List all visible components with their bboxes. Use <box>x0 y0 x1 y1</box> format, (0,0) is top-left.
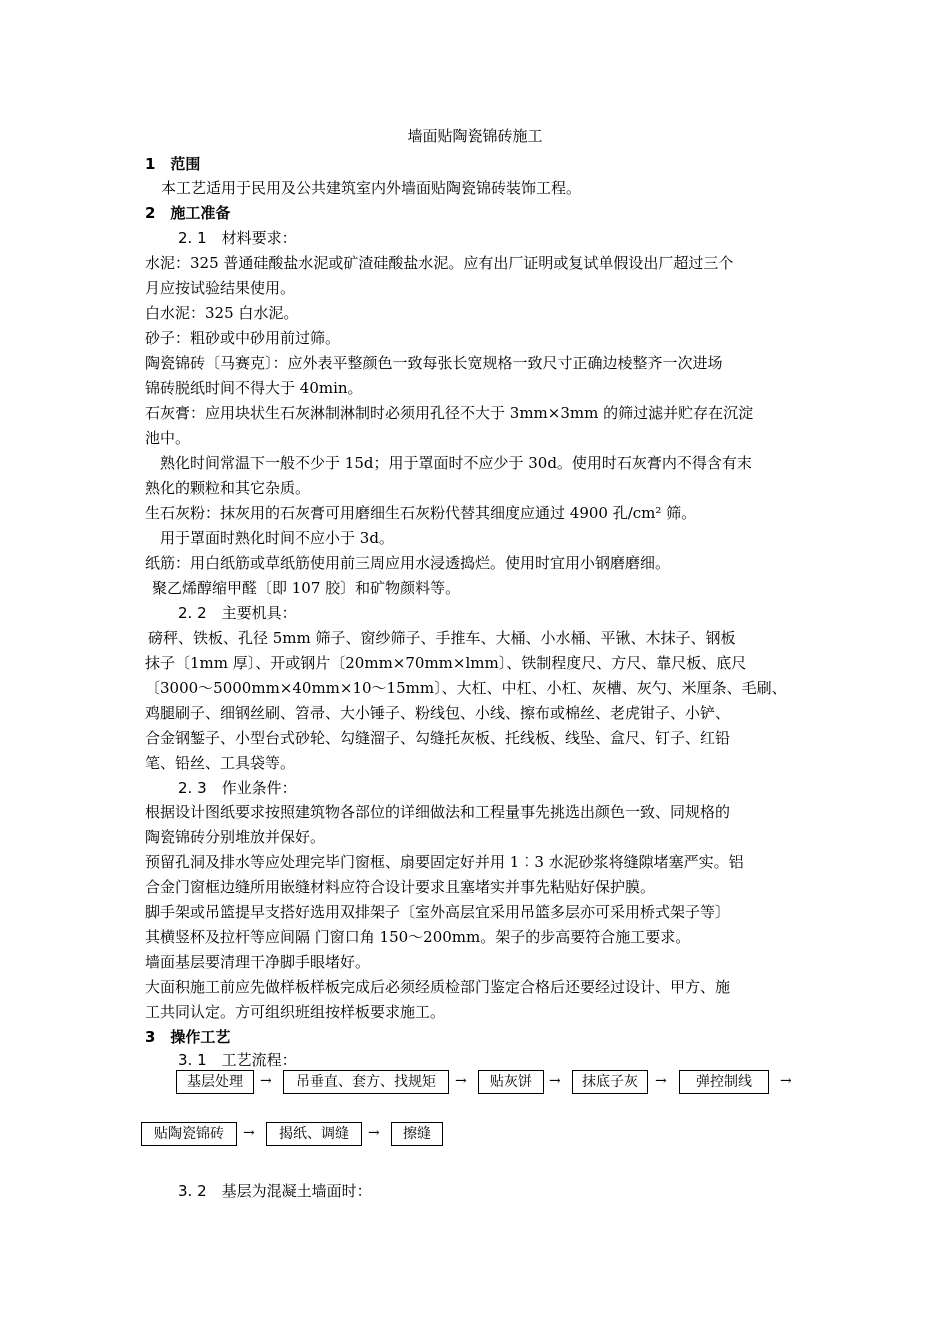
paragraph-line: 磅秤、铁板、孔径 5mm 筛子、窗纱筛子、手推车、大桶、小水桶、平锹、木抹子、钢板 <box>148 629 736 647</box>
document-title: 墙面贴陶瓷锦砖施工 <box>407 127 543 145</box>
flow-step-box: 弹控制线 <box>679 1070 769 1094</box>
subsection-heading: 3. 1 工艺流程： <box>178 1051 297 1069</box>
paragraph-line: 熟化的颗粒和其它杂质。 <box>145 479 311 497</box>
paragraph-line: 白水泥：325 白水泥。 <box>145 304 299 322</box>
paragraph-line: 月应按试验结果使用。 <box>145 279 296 297</box>
section-heading: 2 施工准备 <box>145 204 231 222</box>
paragraph-line: 砂子：粗砂或中砂用前过筛。 <box>145 329 341 347</box>
flow-arrow-icon: → <box>243 1125 255 1141</box>
paragraph-line: 〔3000～5000mm×40mm×10～15mm〕、大杠、中杠、小杠、灰槽、灰勺、米厘条、毛刷、 <box>145 679 787 697</box>
subsection-heading: 2. 3 作业条件： <box>178 779 297 797</box>
flow-arrow-icon: → <box>655 1073 667 1089</box>
paragraph-line: 合金门窗框边缝所用嵌缝材料应符合设计要求且塞堵实并事先粘贴好保护膜。 <box>145 878 656 896</box>
flow-step-box: 擦缝 <box>391 1122 443 1146</box>
paragraph-line: 鸡腿刷子、细钢丝刷、笤帚、大小锤子、粉线包、小线、擦布或棉丝、老虎钳子、小铲、 <box>145 704 731 722</box>
paragraph-line: 用于罩面时熟化时间不应小于 3d。 <box>160 529 394 547</box>
paragraph-line: 陶瓷锦砖分别堆放并保好。 <box>145 828 326 846</box>
paragraph-line: 其横竖杯及拉杆等应间隔 门窗口角 150～200mm。架子的步高要符合施工要求。 <box>145 928 691 946</box>
paragraph-line: 水泥：325 普通硅酸盐水泥或矿渣硅酸盐水泥。应有出厂证明或复试单假设出厂超过三个 <box>145 254 734 272</box>
paragraph-line: 脚手架或吊篮提早支搭好选用双排架子〔室外高层宜采用吊篮多层亦可采用桥式架子等〕 <box>145 903 731 921</box>
paragraph-line: 生石灰粉：抹灰用的石灰膏可用磨细生石灰粉代替其细度应通过 4900 孔/cm² 筛。 <box>145 504 697 522</box>
paragraph-line: 墙面基层要清理干净脚手眼堵好。 <box>145 953 371 971</box>
flow-step-box: 揭纸、调缝 <box>266 1122 362 1146</box>
paragraph-line: 大面积施工前应先做样板样板完成后必须经质检部门鉴定合格后还要经过设计、甲方、施 <box>145 978 731 996</box>
flow-arrow-icon: → <box>780 1073 792 1089</box>
section-heading: 1 范围 <box>145 155 201 173</box>
paragraph-line: 聚乙烯醇缩甲醛〔即 107 胶〕和矿物颜料等。 <box>152 579 461 597</box>
flow-step-box: 抹底子灰 <box>572 1070 648 1094</box>
subsection-heading: 3. 2 基层为混凝土墙面时： <box>178 1182 372 1200</box>
subsection-heading: 2. 2 主要机具： <box>178 604 297 622</box>
paragraph-line: 抹子〔1mm 厚〕、开或钢片〔20mm×70mm×lmm〕、铁制程度尺、方尺、靠尺板、底尺 <box>145 654 747 672</box>
paragraph-line: 本工艺适用于民用及公共建筑室内外墙面贴陶瓷锦砖装饰工程。 <box>161 179 582 197</box>
flow-step-box: 基层处理 <box>176 1070 254 1094</box>
paragraph-line: 锦砖脱纸时间不得大于 40min。 <box>145 379 363 397</box>
flow-step-box: 贴灰饼 <box>478 1070 544 1094</box>
flow-step-box: 贴陶瓷锦砖 <box>141 1122 237 1146</box>
paragraph-line: 笔、铅丝、工具袋等。 <box>145 754 296 772</box>
paragraph-line: 纸筋：用白纸筋或草纸筋使用前三周应用水浸透捣烂。使用时宜用小钢磨磨细。 <box>145 554 671 572</box>
flow-step-box: 吊垂直、套方、找规矩 <box>283 1070 449 1094</box>
paragraph-line: 石灰膏：应用块状生石灰淋制淋制时必须用孔径不大于 3mm×3mm 的筛过滤并贮存在沉淀 <box>145 404 754 422</box>
paragraph-line: 根据设计图纸要求按照建筑物各部位的详细做法和工程量事先挑选出颜色一致、同规格的 <box>145 803 731 821</box>
flow-arrow-icon: → <box>368 1125 380 1141</box>
paragraph-line: 预留孔洞及排水等应处理完毕门窗框、扇要固定好并用 1︰3 水泥砂浆将缝隙堵塞严实。铝 <box>145 853 744 871</box>
flow-arrow-icon: → <box>455 1073 467 1089</box>
paragraph-line: 合金钢錾子、小型台式砂轮、勾缝溜子、勾缝托灰板、托线板、线坠、盒尺、钉子、红铅 <box>145 729 731 747</box>
section-heading: 3 操作工艺 <box>145 1028 231 1046</box>
paragraph-line: 熟化时间常温下一般不少于 15d；用于罩面时不应少于 30d。使用时石灰膏内不得含有末 <box>160 454 752 472</box>
paragraph-line: 池中。 <box>145 429 191 447</box>
paragraph-line: 工共同认定。方可组织班组按样板要求施工。 <box>145 1003 446 1021</box>
subsection-heading: 2. 1 材料要求： <box>178 229 297 247</box>
flow-arrow-icon: → <box>549 1073 561 1089</box>
paragraph-line: 陶瓷锦砖〔马赛克〕：应外表平整颜色一致每张长宽规格一致尺寸正确边棱整齐一次进场 <box>145 354 723 372</box>
flow-arrow-icon: → <box>260 1073 272 1089</box>
